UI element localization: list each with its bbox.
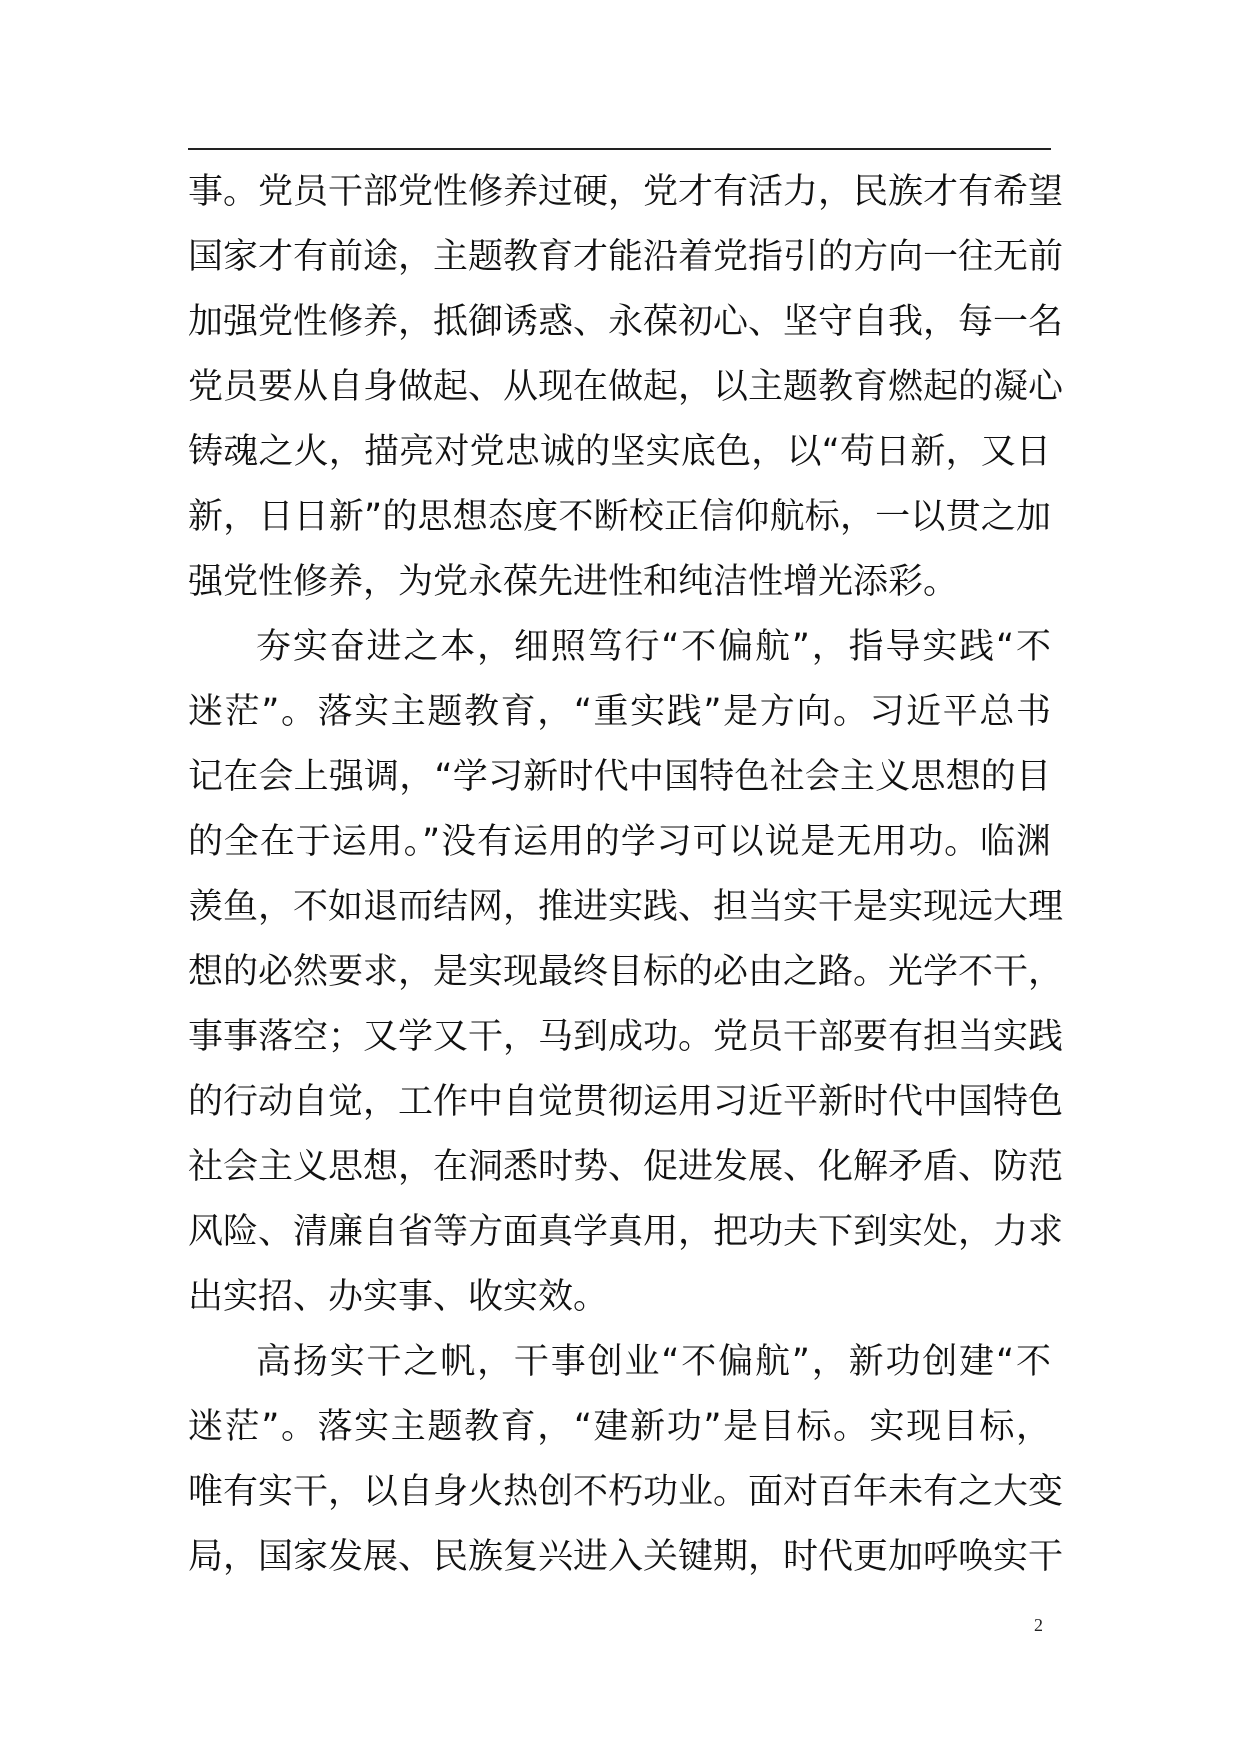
- text-line: 记在会上强调，“学习新时代中国特色社会主义思想的目: [188, 757, 1051, 797]
- page-number: 2: [1034, 1615, 1043, 1635]
- text-line: 迷茫”。落实主题教育，“重实践”是方向。习近平总书: [188, 692, 1051, 732]
- text-line: 铸魂之火，描亮对党忠诚的坚实底色，以“苟日新，又日: [188, 432, 1051, 472]
- text-line: 社会主义思想，在洞悉时势、促进发展、化解矛盾、防范: [188, 1147, 1064, 1187]
- text-line: 的行动自觉，工作中自觉贯彻运用习近平新时代中国特色: [188, 1082, 1064, 1122]
- text-line: 新，日日新”的思想态度不断校正信仰航标，一以贯之加: [188, 497, 1051, 537]
- text-line: 风险、清廉自省等方面真学真用，把功夫下到实处，力求: [188, 1212, 1064, 1252]
- text-line: 事。党员干部党性修养过硬，党才有活力，民族才有希望: [188, 172, 1064, 212]
- text-line: 羡鱼，不如退而结网，推进实践、担当实干是实现远大理: [188, 887, 1064, 927]
- body-text: [188, 160, 1064, 1590]
- header-rule: [188, 148, 1051, 150]
- text-line: 加强党性修养，抵御诱惑、永葆初心、坚守自我，每一名: [188, 302, 1064, 342]
- text-line: 国家才有前途，主题教育才能沿着党指引的方向一往无前: [188, 237, 1064, 277]
- text-line: 强党性修养，为党永葆先进性和纯洁性增光添彩。: [188, 562, 959, 602]
- paragraph-first-line: 高扬实干之帆，干事创业“不偏航”，新功创建“不: [256, 1342, 1051, 1382]
- text-line: 局，国家发展、民族复兴进入关键期，时代更加呼唤实干: [188, 1537, 1064, 1577]
- text-line: 出实招、办实事、收实效。: [188, 1277, 609, 1317]
- text-line: 的全在于运用。”没有运用的学习可以说是无用功。临渊: [188, 822, 1051, 862]
- text-line: 唯有实干，以自身火热创不朽功业。面对百年未有之大变: [188, 1472, 1064, 1512]
- text-line: 想的必然要求，是实现最终目标的必由之路。光学不干，: [188, 952, 1064, 992]
- paragraph-first-line: 夯实奋进之本，细照笃行“不偏航”，指导实践“不: [256, 627, 1051, 667]
- text-line: 党员要从自身做起、从现在做起，以主题教育燃起的凝心: [188, 367, 1064, 407]
- text-line: 事事落空；又学又干，马到成功。党员干部要有担当实践: [188, 1017, 1064, 1057]
- text-line: 迷茫”。落实主题教育，“建新功”是目标。实现目标，: [188, 1407, 1051, 1447]
